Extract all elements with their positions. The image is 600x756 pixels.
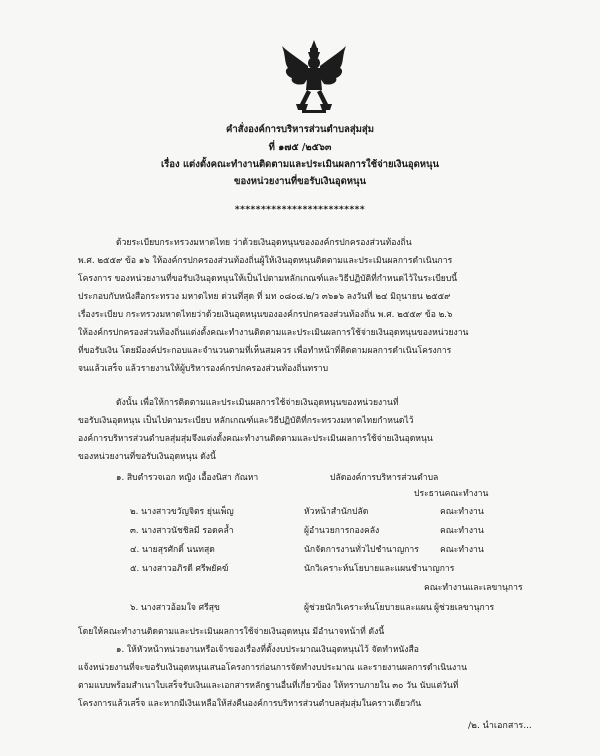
member-name-6: ๖. นางสาวอ้อมใจ ศรีสุข bbox=[130, 603, 220, 613]
paragraph-2 bbox=[78, 394, 433, 466]
member-name-3: ๓. นางสาวนัชชิลมี รอดคล้ำ bbox=[130, 526, 234, 536]
member-role-5: คณะทำงานและเลขานุการ bbox=[424, 583, 523, 593]
paragraph-line: ให้องค์กรปกครองส่วนท้องถิ่นแต่งตั้งคณะทำงานติดตามและประเมินผลการใช้จ่ายเงินอุดหนุนของหน่วยงาน bbox=[78, 328, 469, 338]
subject-line-2: ของหน่วยงานที่ขอรับเงินอุดหนุน bbox=[233, 176, 367, 187]
member-name-4: ๔. นายสุรศักดิ์ นนทสุด bbox=[130, 545, 215, 555]
paragraph-line: จนแล้วเสร็จ แล้วรายงานให้ผู้บริหารองค์กรปกครองส่วนท้องถิ่นทราบ bbox=[78, 364, 329, 374]
subject-line-1: เรื่อง แต่งตั้งคณะทำงานติดตามและประเมินผลการใช้จ่ายเงินอุดหนุน bbox=[160, 159, 440, 170]
member-position-4: นักจัดการงานทั่วไปชำนาญการ bbox=[304, 545, 419, 555]
member-position-5: นักวิเคราะห์นโยบายและแผนชำนาญการ bbox=[304, 564, 455, 574]
paragraph-line: โครงการ ของหน่วยงานที่ขอรับเงินอุดหนุนให้เป็นไปตามหลักเกณฑ์และวิธีปฏิบัติที่กำหนดไว้ในระเบียบนี้ bbox=[78, 274, 458, 284]
paragraph-line: องค์การบริหารส่วนตำบลสุ่มสุ่มจึงแต่งตั้งคณะทำงานติดตามและประเมินผลการใช้จ่ายเงินอุดหนุน bbox=[78, 434, 433, 444]
order-title: คำสั่งองค์การบริหารส่วนตำบลสุ่มสุ่ม bbox=[226, 124, 374, 135]
member-role-1: ประธานคณะทำงาน bbox=[414, 489, 489, 499]
paragraph-line: ๑. ให้หัวหน้าหน่วยงานหรือเจ้าของเรื่องที่ตั้งงบประมาณเงินอุดหนุนไว้ จัดทำหนังสือ bbox=[116, 645, 419, 655]
separator: ************************* bbox=[234, 205, 366, 215]
duties-intro: โดยให้คณะทำงานติดตามและประเมินผลการใช้จ่ายเงินอุดหนุน มีอำนาจหน้าที่ ดังนี้ bbox=[78, 627, 385, 637]
paragraph-1 bbox=[78, 234, 468, 378]
member-name-1: ๑. สิบตำรวจเอก หญิง เอื้องนิสา กัณหา bbox=[116, 473, 259, 483]
paragraph-line: โครงการแล้วเสร็จ และหากมีเงินเหลือให้ส่งคืนองค์การบริหารส่วนตำบลสุ่มสุ่มในคราวเดียวกัน bbox=[78, 699, 422, 709]
paragraph-line: ที่ขอรับเงิน โดยมีองค์ประกอบและจำนวนตามที่เห็นสมควร เพื่อทำหน้าที่ติดตามผลการดำเนินโครงการ bbox=[78, 346, 452, 356]
paragraph-line: ขอรับเงินอุดหนุน เป็นไปตามระเบียบ หลักเกณฑ์และวิธีปฏิบัติที่กระทรวงมหาดไทยกำหนดไว้ bbox=[78, 416, 414, 426]
paragraph-line: เรื่องระเบียบ กระทรวงมหาดไทยว่าด้วยเงินอุดหนุนขององค์กรปกครองส่วนท้องถิ่น พ.ศ. ๒๕๕๙ ข้อ ๒.๖ bbox=[78, 310, 453, 320]
paragraph-line: ตามแบบพร้อมสำเนาใบเสร็จรับเงินและเอกสารหลักฐานอื่นที่เกี่ยวข้อง ให้ทราบภายใน ๓๐ วัน นับแต่วันที่ bbox=[78, 681, 459, 691]
member-position-1: ปลัดองค์การบริหารส่วนตำบล bbox=[330, 473, 439, 483]
member-position-6: ผู้ช่วยนักวิเคราะห์นโยบายและแผน bbox=[304, 603, 432, 613]
member-name-2: ๒. นางสาวขวัญจิตร ยุ่นเพ็ญ bbox=[130, 507, 234, 517]
member-role-3: คณะทำงาน bbox=[440, 526, 484, 536]
paragraph-line: ดังนั้น เพื่อให้การติดตามและประเมินผลการใช้จ่ายเงินอุดหนุนของหน่วยงานที่ bbox=[116, 398, 399, 408]
paragraph-line: พ.ศ. ๒๕๕๙ ข้อ ๑๖ ให้องค์กรปกครองส่วนท้องถิ่นผู้ให้เงินอุดหนุนติดตามและประเมินผลการดำเนินการ bbox=[78, 256, 453, 266]
member-position-3: ผู้อำนวยการกองคลัง bbox=[304, 526, 380, 536]
garuda-emblem-icon bbox=[280, 38, 348, 118]
member-role-2: คณะทำงาน bbox=[440, 507, 484, 517]
paragraph-line: แจ้งหน่วยงานที่จะขอรับเงินอุดหนุนเสนอโครงการก่อนการจัดทำงบประมาณ และรายงานผลการดำเนินงาน bbox=[78, 663, 467, 673]
member-position-2: หัวหน้าสำนักปลัด bbox=[304, 507, 369, 517]
paragraph-line: ด้วยระเบียบกระทรวงมหาดไทย ว่าด้วยเงินอุดหนุนขององค์กรปกครองส่วนท้องถิ่น bbox=[116, 238, 412, 248]
member-role-4: คณะทำงาน bbox=[440, 545, 484, 555]
paragraph-line: ประกอบกับหนังสือกระทรวง มหาดไทย ด่วนที่สุด ที่ มท ๐๘๐๘.๒/ว ๓๖๑๖ ลงวันที่ ๒๔ มิถุนายน ๒๕๕๙ bbox=[78, 292, 451, 302]
order-number: ที่ ๑๗๕ /๒๕๖๓ bbox=[268, 142, 332, 153]
page-continuation: /๒. นำเอกสาร... bbox=[468, 721, 532, 731]
member-name-5: ๕. นางสาวอภิรดี ศรีพยัคฆ์ bbox=[130, 564, 229, 574]
paragraph-line: ของหน่วยงานที่ขอรับเงินอุดหนุน ดังนี้ bbox=[78, 452, 216, 462]
member-role-6: ผู้ช่วยเลขานุการ bbox=[434, 603, 495, 613]
duty-1 bbox=[78, 641, 467, 713]
